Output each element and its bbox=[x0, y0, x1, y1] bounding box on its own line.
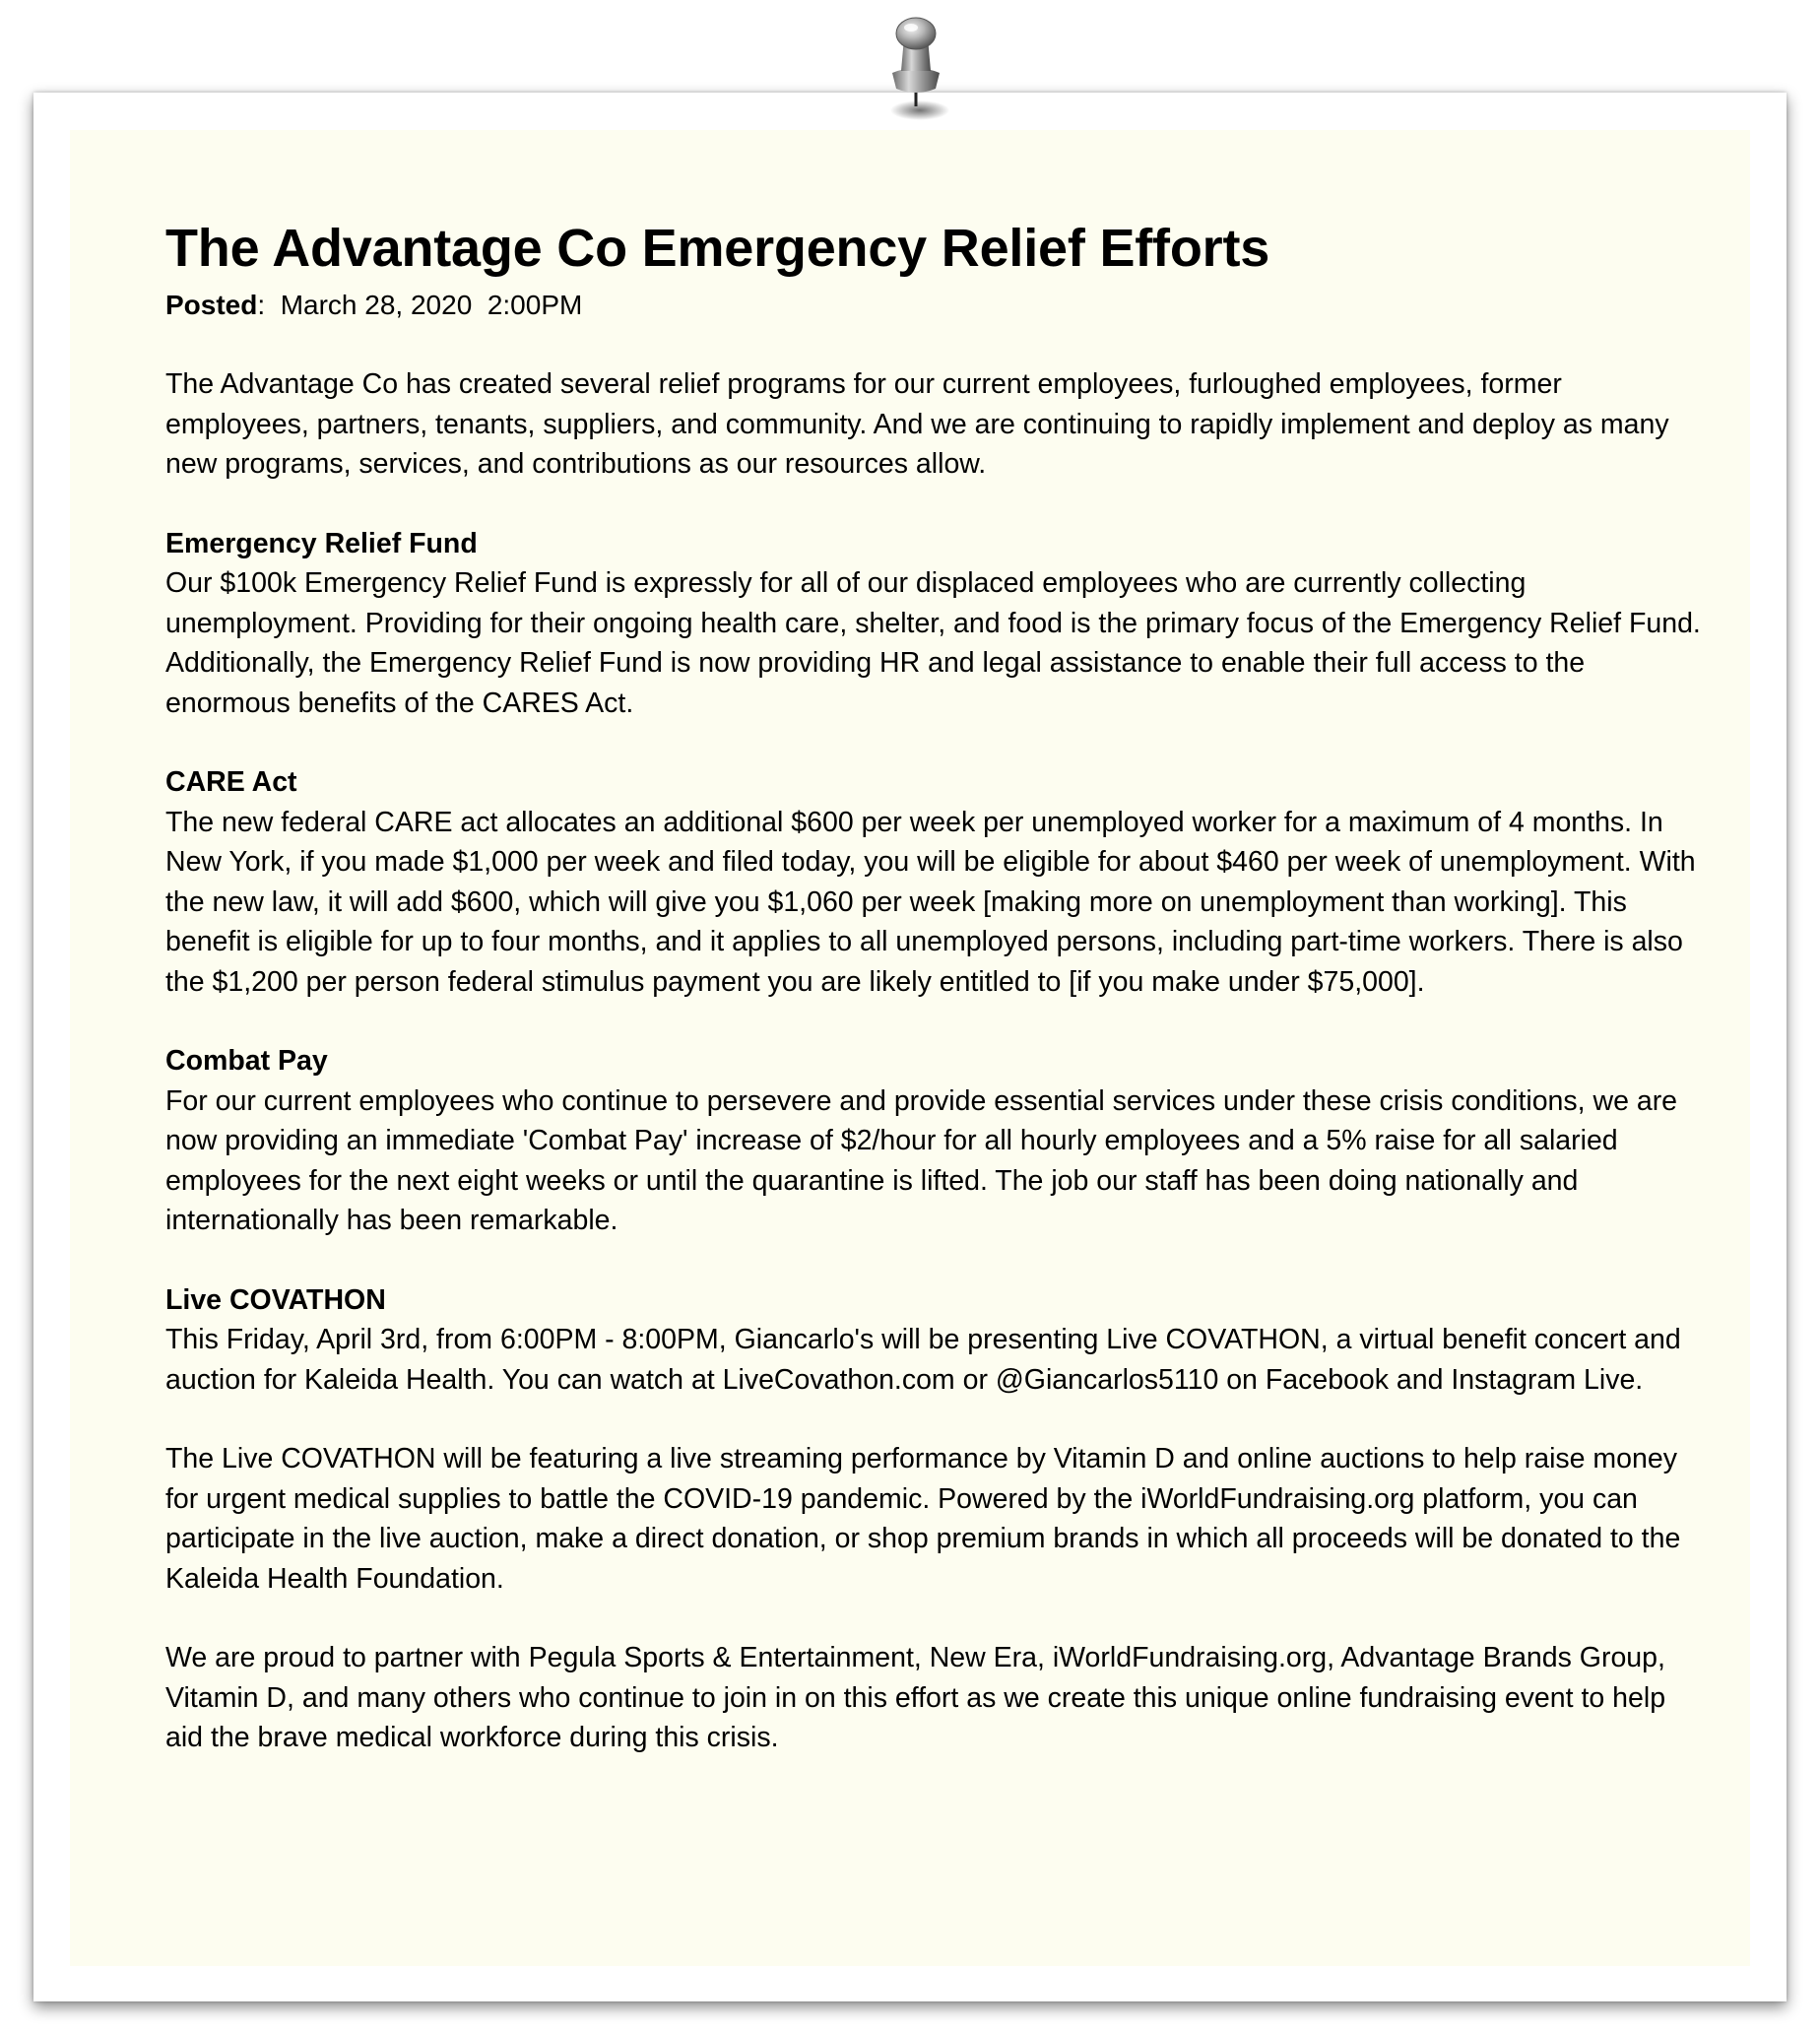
section-heading: Combat Pay bbox=[165, 1045, 328, 1077]
section-body: For our current employees who continue to persevere and provide essential services under these crisis conditions, we are now providing an immediate 'Combat Pay' increase of $2/hour for all hourly employees and a 5% raise for all salaried employees for the next eight weeks or until the quarantine is lifted. The job our staff has been doing nationally and internationally has been remarkable. bbox=[165, 1084, 1678, 1236]
closing-paragraph-2: We are proud to partner with Pegula Sports & Entertainment, New Era, iWorldFundraising.org, Advantage Brands Group, Vitamin D, and many others who continue to join in on this effort as we create this unique online fundraising event to help aid the brave medical workforce during this crisis. bbox=[165, 1642, 1666, 1753]
note-sheet bbox=[70, 130, 1750, 1966]
section-body: Our $100k Emergency Relief Fund is expressly for all of our displaced employees who are currently collecting unemployment. Providing for their ongoing health care, shelter, and food is the primary focus of the Emergency Relief Fund. Additionally, the Emergency Relief Fund is now providing HR and legal assistance to enable their full access to the enormous benefits of the CARES Act. bbox=[165, 567, 1701, 719]
section-heading: Live COVATHON bbox=[165, 1283, 386, 1316]
intro-paragraph: The Advantage Co has created several relief programs for our current employees, furloughed employees, former employees, partners, tenants, suppliers, and community. And we are continuing to rapidly implement and deploy as many new programs, services, and contributions as our resources allow. bbox=[165, 368, 1669, 480]
posted-label: Posted bbox=[165, 290, 258, 320]
pushpin-icon bbox=[877, 8, 955, 126]
paper-card bbox=[33, 93, 1787, 2001]
section-emergency-relief-fund bbox=[165, 524, 1702, 724]
section-care-act bbox=[165, 762, 1702, 1002]
section-body: The new federal CARE act allocates an additional $600 per week per unemployed worker for a maximum of 4 months. In New York, if you made $1,000 per week and filed today, you will be eligible for about $460 per week of unemployment. With the new law, it will add $600, which will give you $1,060 per week [making more on unemployment than working]. This benefit is eligible for up to four months, and it applies to all unemployed persons, including part-time workers. There is also the $1,200 per person federal stimulus payment you are likely entitled to [if you make under $75,000]. bbox=[165, 806, 1696, 998]
section-body: This Friday, April 3rd, from 6:00PM - 8:00PM, Giancarlo's will be presenting Live COVATHON, a virtual benefit concert and auction for Kaleida Health. You can watch at LiveCovathon.com or @Giancarlos5110 on Facebook and Instagram Live. bbox=[165, 1324, 1681, 1396]
section-combat-pay bbox=[165, 1041, 1702, 1241]
posted-line: Posted: March 28, 2020 2:00PM bbox=[165, 290, 583, 320]
article-content bbox=[165, 217, 1702, 1758]
closing-paragraph-1: The Live COVATHON will be featuring a live streaming performance by Vitamin D and online auctions to help raise money for urgent medical supplies to battle the COVID-19 pandemic. Powered by the iWorldFundraising.org platform, you can participate in the live auction, make a direct donation, or shop premium brands in which all proceeds will be donated to the Kaleida Health Foundation. bbox=[165, 1443, 1681, 1595]
section-heading: CARE Act bbox=[165, 766, 297, 798]
page-title: The Advantage Co Emergency Relief Efforts bbox=[165, 219, 1270, 278]
section-heading: Emergency Relief Fund bbox=[165, 527, 478, 559]
posted-date: March 28, 2020 2:00PM bbox=[280, 290, 583, 320]
section-live-covathon bbox=[165, 1280, 1702, 1401]
